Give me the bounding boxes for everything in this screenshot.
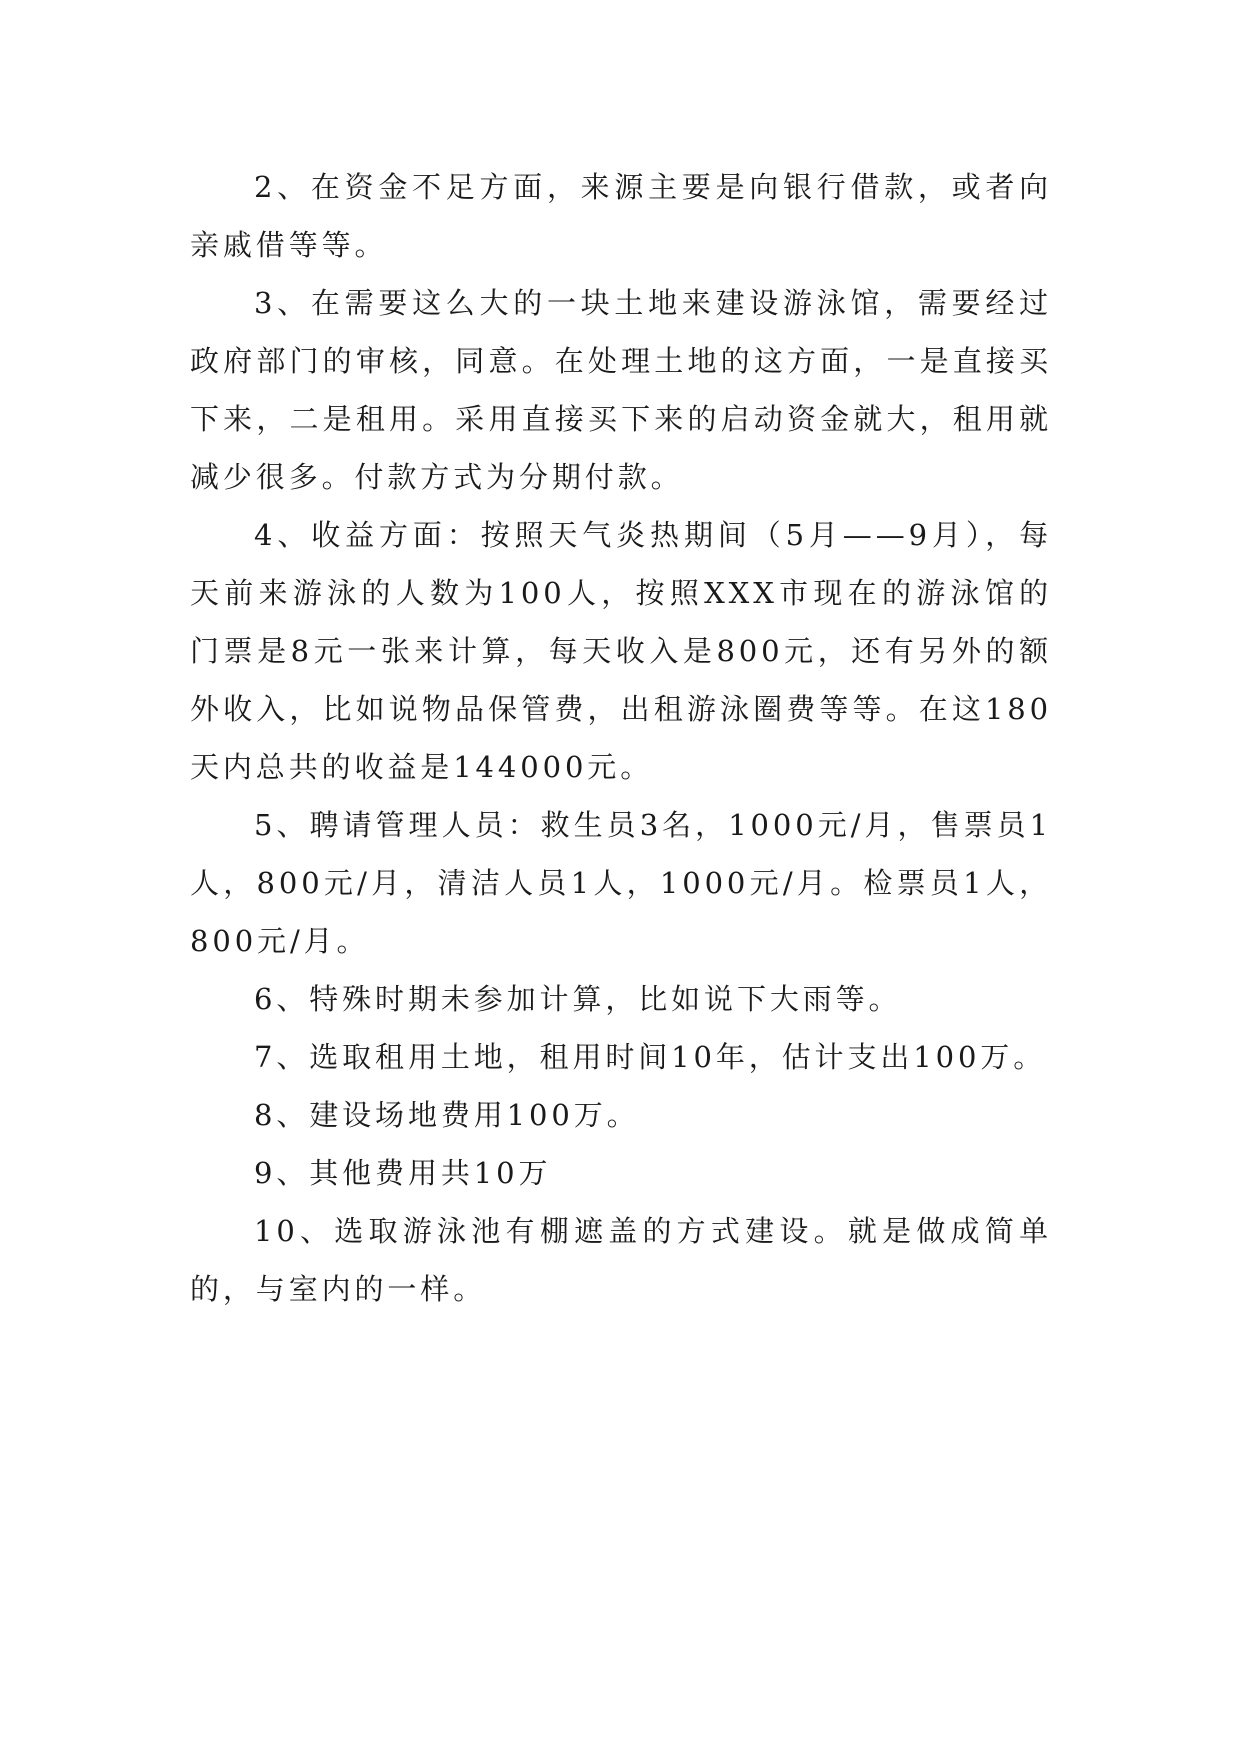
paragraph-land: 3、在需要这么大的一块土地来建设游泳馆，需要经过政府部门的审核，同意。在处理土地的这方面，一是直接买下来，二是租用。采用直接买下来的启动资金就大，租用就减少很多。付款方式为分期付款。 [190,286,1052,494]
paragraph-staffing: 5、聘请管理人员：救生员3名，1000元/月，售票员1人，800元/月，清洁人员1人，1000元/月。检票员1人，800元/月。 [190,808,1052,958]
paragraph-other-costs: 9、其他费用共10万 [254,1156,552,1190]
paragraph-revenue: 4、收益方面：按照天气炎热期间（5月——9月），每天前来游泳的人数为100人，按照XXX市现在的游泳馆的门票是8元一张来计算，每天收入是800元，还有另外的额外收入，比如说物品保管费，出租游泳圈费等等。在这180天内总共的收益是144000元。 [190,518,1052,784]
document-body [190,158,1052,1318]
paragraph-special-periods: 6、特殊时期未参加计算，比如说下大雨等。 [254,982,902,1016]
paragraph-pool-roof: 10、选取游泳池有棚遮盖的方式建设。就是做成简单的，与室内的一样。 [190,1214,1052,1306]
paragraph-land-lease: 7、选取租用土地，租用时间10年，估计支出100万。 [254,1040,1047,1074]
paragraph-construction-cost: 8、建设场地费用100万。 [254,1098,640,1132]
paragraph-funding: 2、在资金不足方面，来源主要是向银行借款，或者向亲戚借等等。 [190,170,1052,262]
